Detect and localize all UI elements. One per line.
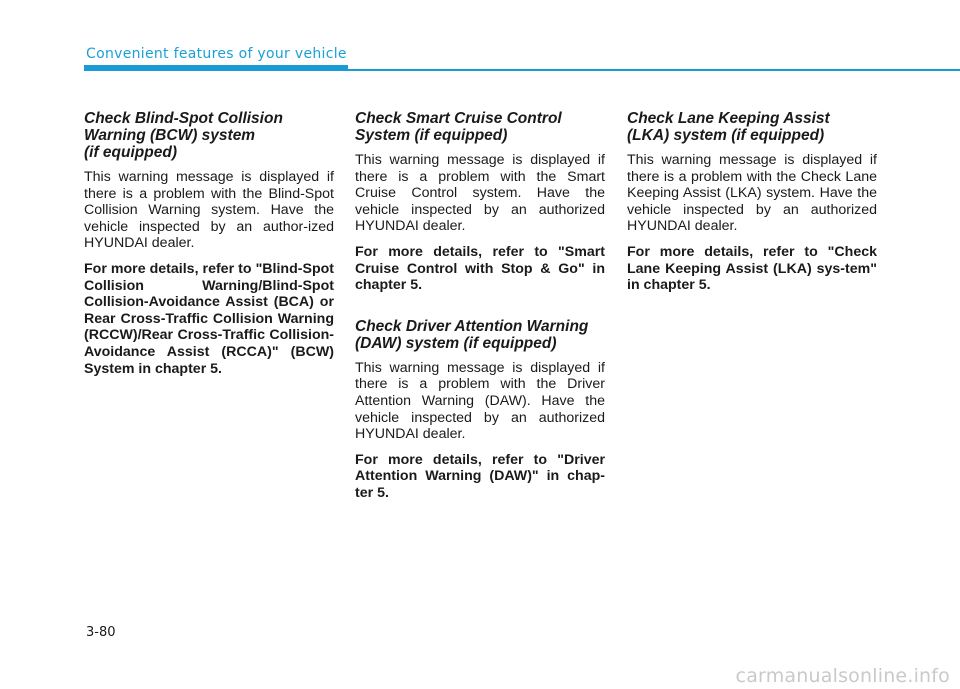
header-divider-line	[348, 69, 960, 71]
section-title: Check Blind-Spot Collision Warning (BCW) system (if equipped)	[84, 110, 283, 161]
content-column-3	[627, 110, 877, 294]
header-accent-bar	[84, 65, 348, 71]
watermark-text: carmanualsonline.info	[735, 665, 950, 687]
section-body: This warning message is displayed if there is a problem with the Blind-Spot Collision Warning system. Have the vehicle inspected by an author-ized HYUNDAI dealer.	[84, 169, 334, 252]
section-daw	[355, 318, 605, 502]
content-column-2	[355, 110, 605, 502]
page-number: 3-80	[86, 625, 116, 640]
section-header-title: Convenient features of your vehicle	[86, 46, 347, 62]
section-reference: For more details, refer to "Blind-Spot Collision Warning/Blind-Spot Collision-Avoidance Assist (BCA) or Rear Cross-Traffic Collision Warning (RCCW)/Rear Cross-Traffic Collision-Avoidance Assist (RCCA)" (BCW) System in chapter 5.	[84, 260, 334, 377]
section-title: Check Smart Cruise Control System (if equipped)	[355, 110, 562, 144]
section-body: This warning message is displayed if there is a problem with the Check Lane Keeping Assist (LKA) system. Have the vehicle inspected by an authorized HYUNDAI dealer.	[627, 152, 877, 235]
section-title: Check Driver Attention Warning (DAW) system (if equipped)	[355, 317, 589, 352]
content-column-1	[84, 110, 334, 377]
section-lka	[627, 110, 877, 294]
section-body: This warning message is displayed if there is a problem with the Driver Attention Warning (DAW). Have the vehicle inspected by an authorized HYUNDAI dealer.	[355, 359, 605, 443]
section-scc	[355, 110, 605, 294]
section-bcw	[84, 110, 334, 377]
section-body: This warning message is displayed if there is a problem with the Smart Cruise Control system. Have the vehicle inspected by an authorized HYUNDAI dealer.	[355, 152, 605, 235]
section-reference: For more details, refer to "Driver Attention Warning (DAW)" in chap-ter 5.	[355, 451, 605, 501]
section-reference: For more details, refer to "Check Lane Keeping Assist (LKA) sys-tem" in chapter 5.	[627, 243, 877, 294]
section-title: Check Lane Keeping Assist (LKA) system (if equipped)	[627, 110, 830, 144]
section-reference: For more details, refer to "Smart Cruise Control with Stop & Go" in chapter 5.	[355, 243, 605, 294]
